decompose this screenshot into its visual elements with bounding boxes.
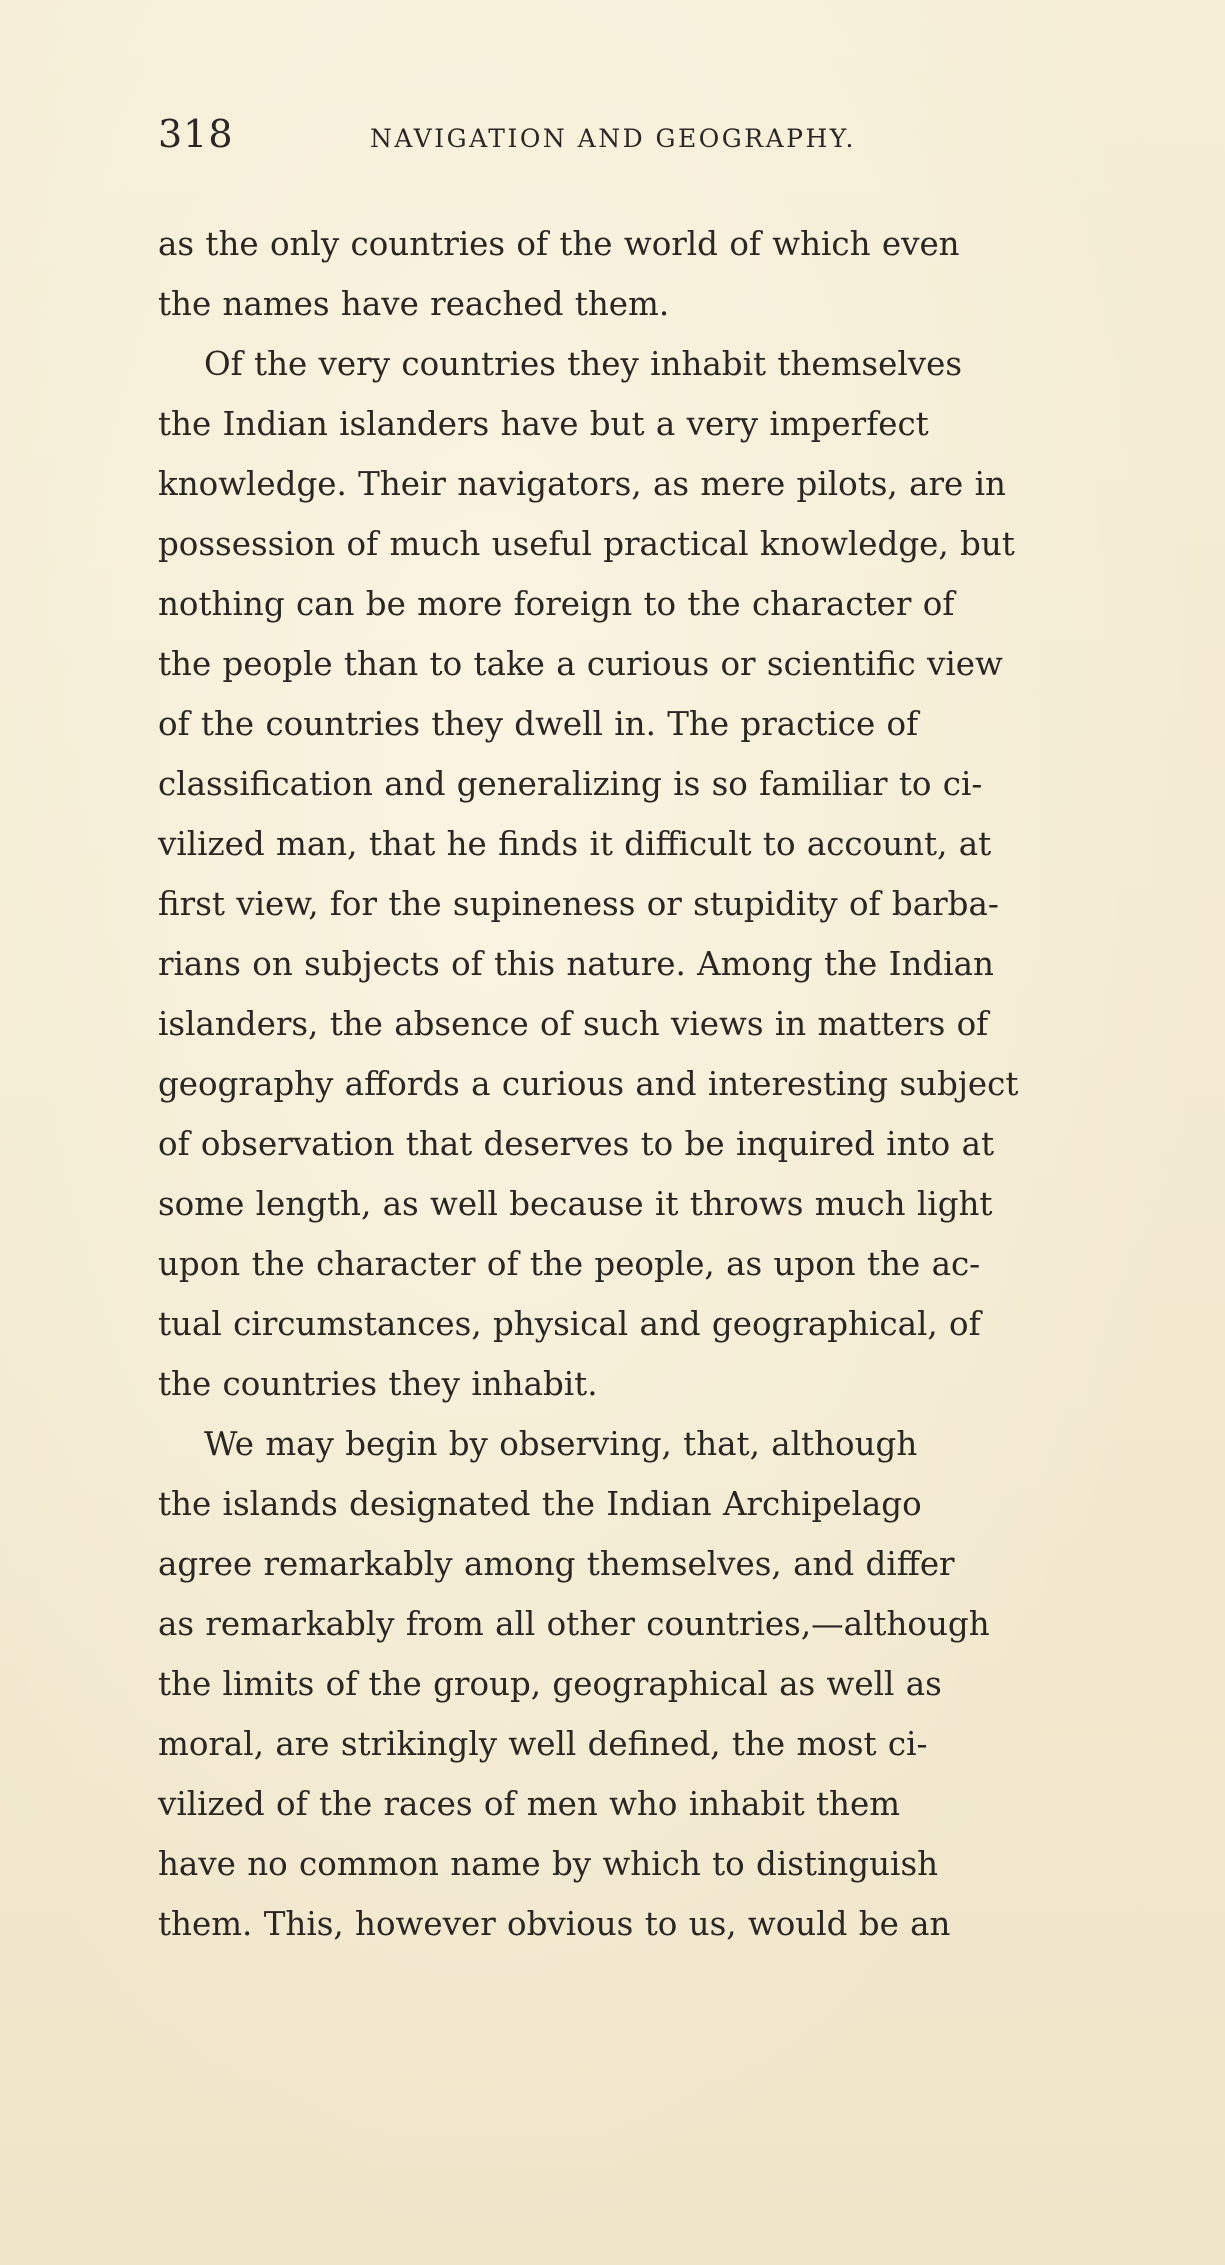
- text-line: classification and generalizing is so familiar to ci-: [158, 765, 983, 803]
- text-line: agree remarkably among themselves, and differ: [158, 1545, 955, 1583]
- text-line: the countries they inhabit.: [158, 1365, 598, 1403]
- text-line: vilized man, that he finds it difficult to account, at: [158, 825, 992, 863]
- text-line: islanders, the absence of such views in matters of: [158, 1005, 989, 1043]
- text-line: tual circumstances, physical and geographical, of: [158, 1305, 981, 1343]
- text-line: the people than to take a curious or scientific view: [158, 645, 1003, 683]
- text-line: of the countries they dwell in. The practice of: [158, 705, 919, 743]
- text-line: the islands designated the Indian Archipelago: [158, 1485, 922, 1523]
- text-line: as remarkably from all other countries,—although: [158, 1605, 990, 1643]
- text-line: of observation that deserves to be inquired into at: [158, 1125, 995, 1163]
- text-line: some length, as well because it throws much light: [158, 1185, 993, 1223]
- body-text: [158, 214, 1148, 1954]
- text-line: the limits of the group, geographical as well as: [158, 1665, 942, 1703]
- text-line: the names have reached them.: [158, 285, 670, 323]
- text-line: rians on subjects of this nature. Among the Indian: [158, 945, 994, 983]
- paragraph-start-line: We may begin by observing, that, although: [204, 1425, 918, 1463]
- text-line: as the only countries of the world of which even: [158, 225, 960, 263]
- text-line: upon the character of the people, as upon the ac-: [158, 1245, 981, 1283]
- running-head: [158, 112, 1068, 162]
- paragraph-start-line: Of the very countries they inhabit themselves: [204, 345, 963, 383]
- text-line: nothing can be more foreign to the character of: [158, 585, 955, 623]
- text-line: possession of much useful practical knowledge, but: [158, 525, 1015, 563]
- text-line: geography affords a curious and interesting subject: [158, 1065, 1019, 1103]
- page-number: 318: [158, 112, 234, 156]
- text-line: moral, are strikingly well defined, the most ci-: [158, 1725, 928, 1763]
- text-line: them. This, however obvious to us, would be an: [158, 1905, 951, 1943]
- text-line: first view, for the supineness or stupidity of barba-: [158, 885, 999, 923]
- text-line: vilized of the races of men who inhabit them: [158, 1785, 901, 1823]
- text-line: the Indian islanders have but a very imperfect: [158, 405, 929, 443]
- text-line: have no common name by which to distinguish: [158, 1845, 939, 1883]
- text-line: knowledge. Their navigators, as mere pilots, are in: [158, 465, 1006, 503]
- running-title: NAVIGATION AND GEOGRAPHY.: [370, 124, 856, 153]
